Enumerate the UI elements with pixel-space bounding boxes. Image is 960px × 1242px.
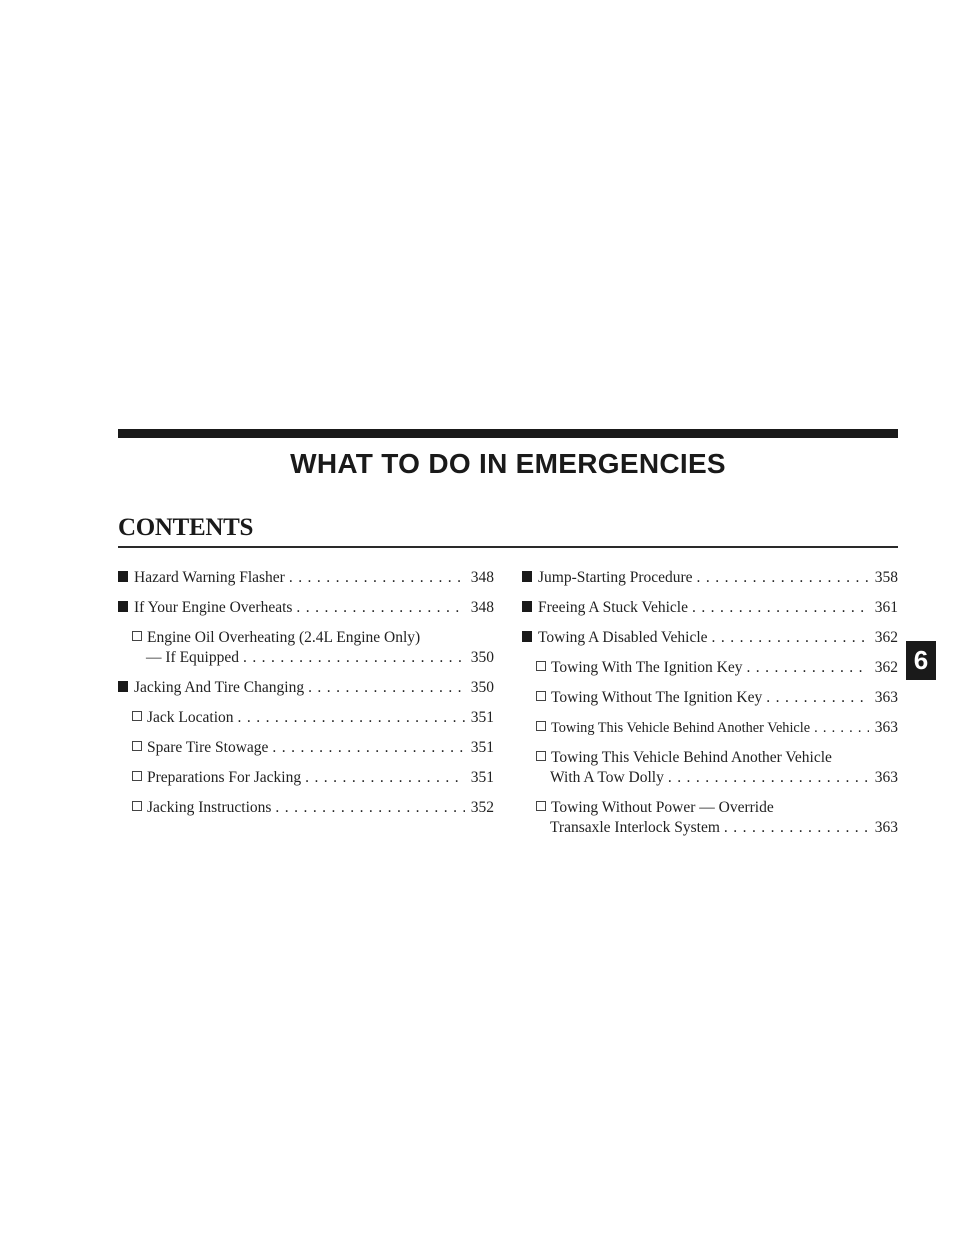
toc-entry-label: Jack Location (147, 709, 234, 726)
dot-leader (272, 738, 464, 758)
dot-leader (289, 568, 465, 588)
hollow-square-bullet-icon (536, 691, 546, 701)
toc-entry-label: Hazard Warning Flasher (134, 569, 285, 586)
dot-leader (668, 768, 869, 788)
toc-subentry[interactable] (522, 718, 898, 738)
hollow-square-bullet-icon (536, 801, 546, 811)
dot-leader (296, 598, 464, 618)
dot-leader (724, 818, 869, 838)
dot-leader (243, 648, 465, 668)
toc-subentry[interactable] (118, 738, 494, 758)
toc-entry[interactable] (522, 598, 898, 618)
dot-leader (712, 628, 869, 648)
dot-leader (766, 688, 868, 708)
toc-subentry[interactable] (118, 798, 494, 818)
square-bullet-icon (522, 631, 532, 642)
toc-entry-label: Towing This Vehicle Behind Another Vehicle (551, 720, 811, 736)
hollow-square-bullet-icon (132, 771, 142, 781)
dot-leader (305, 768, 465, 788)
contents-heading: CONTENTS (118, 514, 254, 541)
toc-page-number: 358 (874, 569, 898, 586)
toc-entry-label: Spare Tire Stowage (147, 739, 269, 756)
toc-page-number: 361 (874, 599, 898, 616)
square-bullet-icon (118, 571, 128, 582)
hollow-square-bullet-icon (536, 661, 546, 671)
hollow-square-bullet-icon (132, 631, 142, 641)
toc-entry[interactable] (522, 568, 898, 588)
toc-page-number: 352 (470, 799, 494, 816)
toc-subentry[interactable] (522, 688, 898, 708)
toc-entry-label-line1: Towing Without Power — Override (551, 799, 774, 816)
toc-entry-label: Jacking Instructions (147, 799, 272, 816)
toc-subentry[interactable] (118, 708, 494, 728)
chapter-title: WHAT TO DO IN EMERGENCIES (290, 448, 726, 479)
toc-left-column (118, 568, 494, 828)
square-bullet-icon (522, 601, 532, 612)
toc-page-number: 363 (874, 769, 898, 786)
contents-rule (118, 546, 898, 548)
hollow-square-bullet-icon (132, 801, 142, 811)
toc-subentry[interactable] (522, 798, 898, 838)
toc-entry[interactable] (118, 598, 494, 618)
toc-entry-label: Towing With The Ignition Key (551, 659, 743, 676)
square-bullet-icon (118, 601, 128, 612)
toc-subentry[interactable] (118, 628, 494, 668)
chapter-tab: 6 (906, 641, 936, 680)
toc-entry-label: Jump-Starting Procedure (538, 569, 693, 586)
toc-page-number: 363 (874, 819, 898, 836)
dot-leader (238, 708, 465, 728)
toc-page-number: 350 (470, 649, 494, 666)
toc-page-number: 362 (874, 659, 898, 676)
toc-entry-label: — If Equipped (146, 649, 239, 666)
toc-entry[interactable] (522, 628, 898, 648)
toc-page-number: 350 (470, 679, 494, 696)
toc-subentry[interactable] (522, 748, 898, 788)
toc-entry-label: Preparations For Jacking (147, 769, 302, 786)
toc-page-number: 362 (874, 629, 898, 646)
toc-entry-label-line1: Engine Oil Overheating (2.4L Engine Only) (147, 629, 421, 646)
hollow-square-bullet-icon (132, 741, 142, 751)
toc-entry[interactable] (118, 678, 494, 698)
toc-page-number: 351 (470, 769, 494, 786)
dot-leader (814, 718, 869, 738)
chapter-top-rule (118, 429, 898, 438)
toc-right-column (522, 568, 898, 848)
toc-entry-label: Freeing A Stuck Vehicle (538, 599, 688, 616)
hollow-square-bullet-icon (536, 721, 546, 731)
toc-subentry[interactable] (522, 658, 898, 678)
square-bullet-icon (118, 681, 128, 692)
dot-leader (308, 678, 465, 698)
square-bullet-icon (522, 571, 532, 582)
hollow-square-bullet-icon (132, 711, 142, 721)
toc-entry[interactable] (118, 568, 494, 588)
toc-entry-label: Jacking And Tire Changing (134, 679, 305, 696)
dot-leader (275, 798, 464, 818)
toc-entry-label: Towing Without The Ignition Key (551, 689, 763, 706)
toc-page-number: 348 (470, 569, 494, 586)
dot-leader (746, 658, 868, 678)
toc-page-number: 348 (470, 599, 494, 616)
toc-entry-label: If Your Engine Overheats (134, 599, 293, 616)
hollow-square-bullet-icon (536, 751, 546, 761)
toc-subentry[interactable] (118, 768, 494, 788)
toc-entry-label: Transaxle Interlock System (550, 819, 720, 836)
dot-leader (697, 568, 869, 588)
toc-page-number: 363 (874, 689, 898, 706)
toc-entry-label: With A Tow Dolly (550, 769, 664, 786)
toc-entry-label: Towing A Disabled Vehicle (538, 629, 708, 646)
toc-entry-label-line1: Towing This Vehicle Behind Another Vehicle (551, 749, 832, 766)
toc-page-number: 351 (470, 709, 494, 726)
toc-page-number: 363 (874, 719, 898, 736)
toc-page-number: 351 (470, 739, 494, 756)
dot-leader (692, 598, 869, 618)
